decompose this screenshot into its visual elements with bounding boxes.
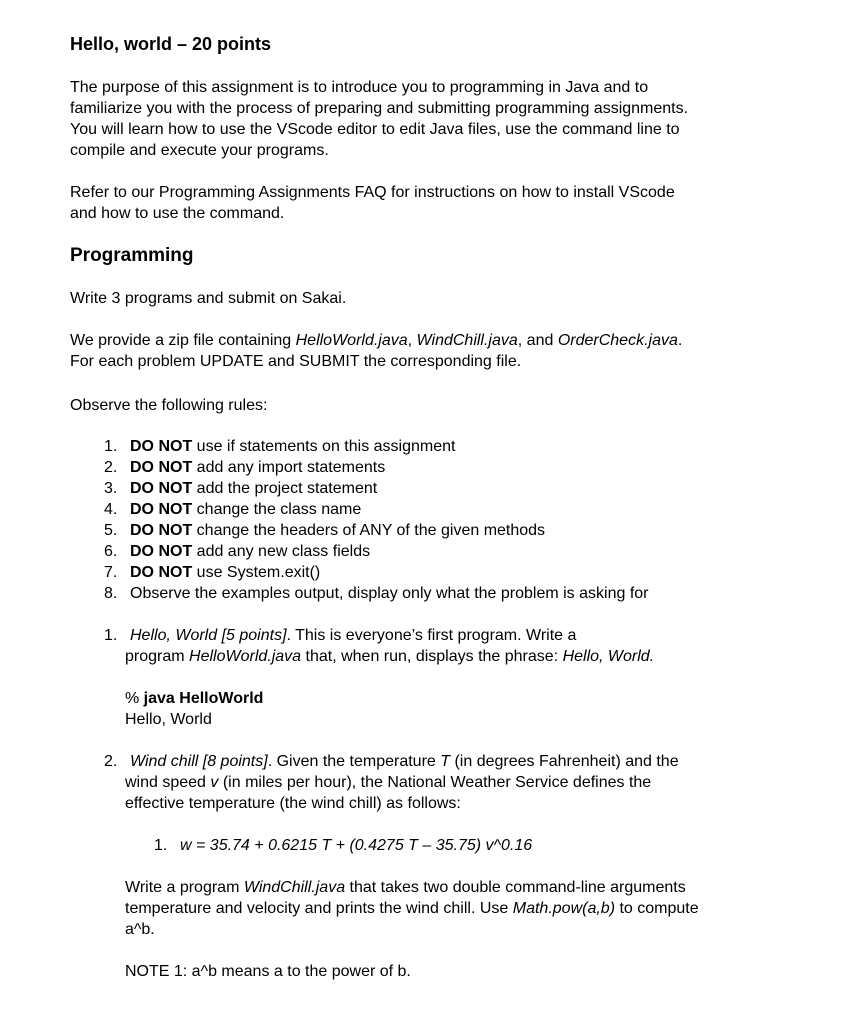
rule-text: add any new class fields <box>192 543 371 560</box>
rule-emphasis: DO NOT <box>130 501 193 518</box>
command: java HelloWorld <box>143 690 264 707</box>
intro-line: compile and execute your programs. <box>70 142 329 159</box>
rule-emphasis: DO NOT <box>130 564 193 581</box>
rule-item <box>100 563 320 583</box>
zip-line: For each problem UPDATE and SUBMIT the corresponding file. <box>70 353 522 370</box>
section-heading <box>70 246 194 266</box>
rule-text: Observe the examples output, display only what the problem is asking for <box>130 585 649 602</box>
formula-line <box>150 836 532 856</box>
command-example <box>125 689 263 709</box>
file-name: HelloWorld.java <box>189 648 302 665</box>
rule-text: change the headers of ANY of the given methods <box>192 522 546 539</box>
problem-text: . Given the temperature <box>267 753 441 770</box>
rule-item <box>100 584 649 604</box>
rule-number: 7. <box>104 564 118 581</box>
file-name: HelloWorld.java <box>295 332 408 349</box>
rule-number: 6. <box>104 543 118 560</box>
rule-text: add any import statements <box>192 459 386 476</box>
problem-title: Hello, World [5 points] <box>130 627 287 644</box>
zip-text: . <box>677 332 683 349</box>
problem-text: . <box>649 648 655 665</box>
rule-number: 2. <box>104 459 118 476</box>
problem-text: temperature and velocity and prints the wind chill. Use <box>125 900 513 917</box>
command-output: Hello, World <box>125 711 212 728</box>
intro-line: familiarize you with the process of preparing and submitting programming assignments. <box>70 100 689 117</box>
problem-2-line: a^b. <box>125 921 155 938</box>
rule-number: 4. <box>104 501 118 518</box>
refer-line: Refer to our Programming Assignments FAQ for instructions on how to install VScode <box>70 184 675 201</box>
problem-title: Wind chill [8 points] <box>130 753 268 770</box>
rule-item <box>100 437 455 457</box>
formula: w = 35.74 + 0.6215 T + (0.4275 T – 35.75) v^0.16 <box>180 837 533 854</box>
rule-emphasis: DO NOT <box>130 522 193 539</box>
rule-emphasis: DO NOT <box>130 438 193 455</box>
rule-item <box>100 458 385 478</box>
variable: v <box>210 774 219 791</box>
problem-text: that, when run, displays the phrase: <box>301 648 563 665</box>
rule-number: 5. <box>104 522 118 539</box>
rule-item <box>100 521 545 541</box>
zip-text: We provide a zip file containing <box>70 332 296 349</box>
variable: T <box>440 753 451 770</box>
rule-item <box>100 500 361 520</box>
refer-line: and how to use the command. <box>70 205 285 222</box>
rule-number: 8. <box>104 585 118 602</box>
problem-number: 1. <box>104 627 118 644</box>
phrase: Hello, World <box>562 648 650 665</box>
problem-text: (in miles per hour), the National Weather Service defines the <box>218 774 652 791</box>
formula-number: 1. <box>154 837 168 854</box>
rule-number: 3. <box>104 480 118 497</box>
zip-text: , <box>407 332 417 349</box>
document-title <box>70 34 271 54</box>
rule-number: 1. <box>104 438 118 455</box>
title-heading: Hello, world – 20 points <box>70 34 272 54</box>
note-line: NOTE 1: a^b means a to the power of b. <box>125 963 411 980</box>
rule-text: use System.exit() <box>192 564 321 581</box>
problem-2-line: effective temperature (the wind chill) as follows: <box>125 795 461 812</box>
programming-heading: Programming <box>70 245 194 266</box>
file-name: WindChill.java <box>416 332 518 349</box>
problem-text: program <box>125 648 190 665</box>
problem-number: 2. <box>104 753 118 770</box>
problem-text: wind speed <box>125 774 211 791</box>
observe-rules: Observe the following rules: <box>70 397 268 414</box>
problem-2-line <box>125 878 686 898</box>
problem-2-line <box>100 752 679 772</box>
write-instruction: Write 3 programs and submit on Sakai. <box>70 290 347 307</box>
zip-line <box>70 331 682 351</box>
problem-1-line <box>100 626 576 646</box>
rule-emphasis: DO NOT <box>130 543 193 560</box>
rule-emphasis: DO NOT <box>130 480 193 497</box>
problem-text: Write a program <box>125 879 244 896</box>
problem-text: that takes two double command-line arguments <box>345 879 686 896</box>
rule-item <box>100 542 370 562</box>
problem-2-line <box>125 899 699 919</box>
problem-text: (in degrees Fahrenheit) and the <box>450 753 679 770</box>
file-name: WindChill.java <box>243 879 346 896</box>
rule-text: use if statements on this assignment <box>192 438 456 455</box>
intro-line: The purpose of this assignment is to introduce you to programming in Java and to <box>70 79 649 96</box>
file-name: OrderCheck.java <box>557 332 678 349</box>
rule-text: change the class name <box>192 501 362 518</box>
rule-item <box>100 479 377 499</box>
rule-emphasis: DO NOT <box>130 459 193 476</box>
prompt-symbol: % <box>125 690 144 707</box>
problem-2-line <box>125 773 651 793</box>
problem-1-line <box>125 647 654 667</box>
zip-text: , and <box>517 332 558 349</box>
function-name: Math.pow(a,b) <box>512 900 616 917</box>
problem-text: . This is everyone’s first program. Write a <box>286 627 577 644</box>
intro-line: You will learn how to use the VScode editor to edit Java files, use the command line to <box>70 121 680 138</box>
rule-text: add the project statement <box>192 480 378 497</box>
problem-text: to compute <box>615 900 699 917</box>
